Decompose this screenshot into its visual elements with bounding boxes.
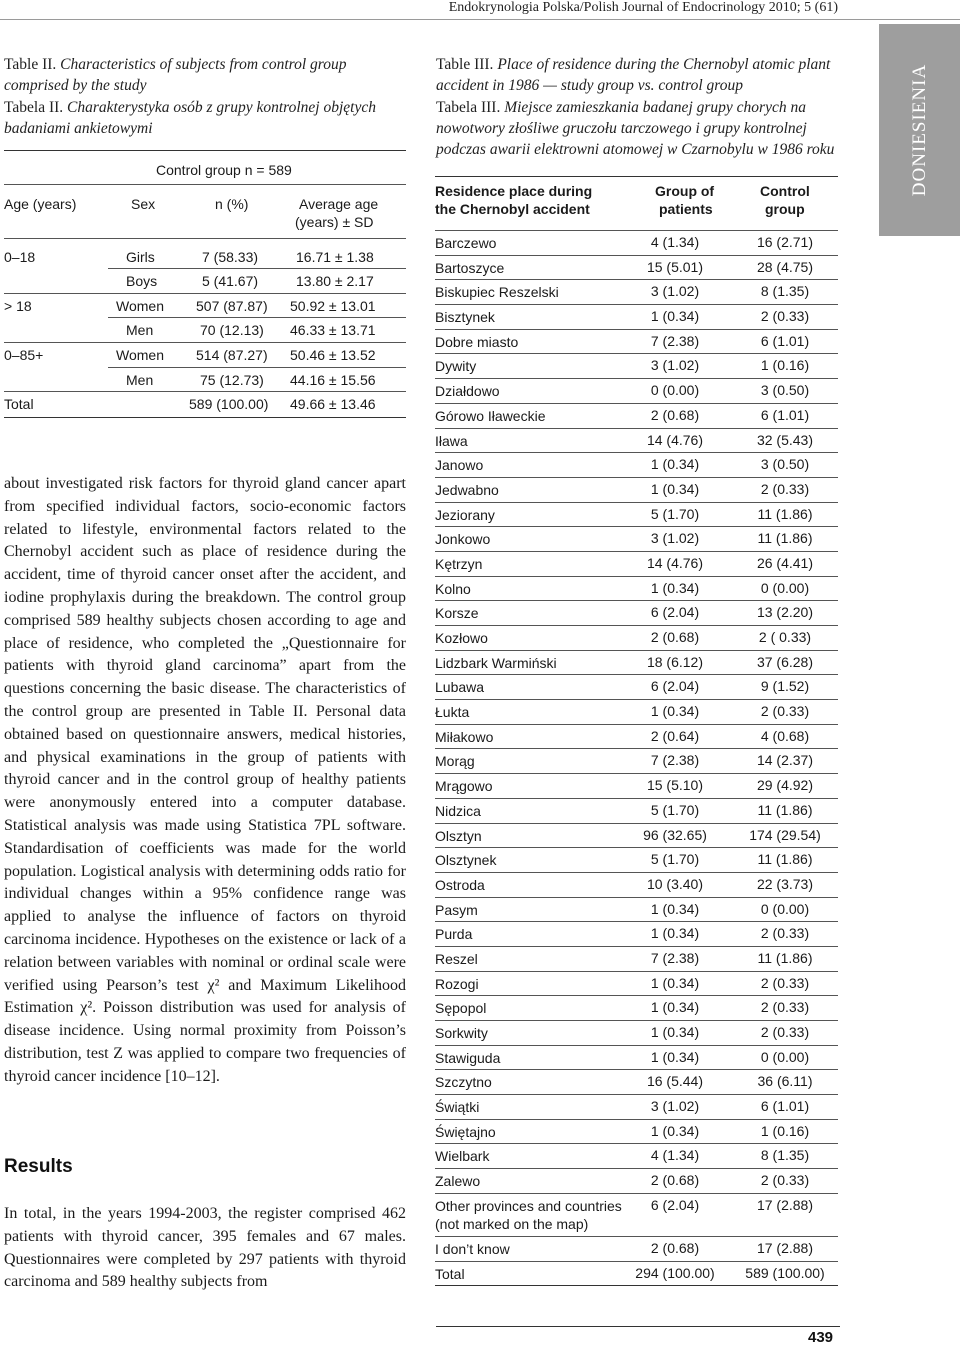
table-row (435, 823, 838, 848)
table3-cell-place: Lidzbark Warmiński (435, 654, 557, 671)
table3-cell-group: 0 (0.00) (650, 382, 700, 399)
table-row (435, 452, 838, 477)
table2-bottom-rule (4, 417, 406, 418)
table2-row-rule (108, 317, 406, 318)
table3-cell-group: 6 (2.04) (650, 604, 700, 621)
table-row (435, 872, 838, 897)
table3-cell-place: Kolno (435, 580, 471, 597)
table2-row-sex: Women (116, 298, 164, 314)
section-tab (879, 24, 960, 236)
table-row (435, 329, 838, 354)
table3-cell-place: Świętajno (435, 1123, 496, 1140)
table2-caption-en-label: Table II. (4, 56, 57, 73)
table3-cell-control: 14 (2.37) (756, 752, 814, 769)
table3-cell-control: 26 (4.41) (756, 554, 814, 571)
table3-cell-place: Stawiguda (435, 1049, 501, 1066)
table-row (435, 773, 838, 798)
table3-cell-group: 3 (1.02) (650, 1098, 700, 1115)
table3-cell-control: 8 (1.35) (760, 283, 810, 300)
table2-row-n: 507 (87.87) (196, 298, 268, 314)
table-row (435, 625, 838, 650)
table3-cell-place: Sorkwity (435, 1025, 488, 1041)
table3-cell-group: 1 (0.34) (650, 579, 700, 596)
table-row (435, 650, 838, 675)
table-row (435, 699, 838, 724)
table3-cell-control: 11 (1.86) (757, 949, 813, 966)
table3-caption-pl (436, 97, 846, 160)
table3-cell-place: Bartoszyce (435, 259, 505, 276)
table3-cell-group: 10 (3.40) (646, 875, 704, 892)
table2-row-avg: 49.66 ± 13.46 (290, 396, 376, 412)
table-row (435, 1119, 838, 1144)
table3-cell-control: 11 (1.86) (757, 530, 813, 547)
table3-cell-place: Biskupiec Reszelski (435, 284, 559, 301)
table3-cell-control: 36 (6.11) (757, 1073, 813, 1090)
table3-cell-group: 1 (0.34) (650, 900, 700, 917)
table3-caption-pl-text: Miejsce zamieszkania badanej grupy chorych na nowotwory złośliwe gruczołu tarczowego i grupy kontrolnej podczas awarii elektrowni atomowej w Czarnobylu w 1986 roku (436, 99, 835, 158)
table3-caption-en-label: Table III. (436, 56, 494, 73)
table3-cell-place: Korsze (435, 605, 479, 622)
table-row (435, 279, 838, 304)
results-heading: Results (4, 1156, 73, 1177)
table2-row-avg: 16.71 ± 1.38 (296, 249, 374, 265)
table-row (435, 526, 838, 551)
table3-cell-place: Szczytno (435, 1074, 492, 1091)
table3-cell-group: 1 (0.34) (650, 1122, 700, 1139)
table3-cell-place: Zalewo (435, 1173, 481, 1190)
table2-caption-en-text: Characteristics of subjects from control group comprised by the study (4, 56, 347, 94)
table3-cell-place: Purda (435, 926, 473, 943)
table3-cell-control: 2 ( 0.33) (758, 629, 812, 645)
table3-cell-group: 1 (0.34) (650, 308, 700, 325)
table-row (435, 230, 838, 255)
table3-cell-control: 4 (0.68) (760, 727, 810, 744)
table3-cell-control: 0 (0.00) (760, 900, 810, 917)
table3-bottom-rule (435, 1285, 838, 1286)
table2-caption-pl-label: Tabela II. (4, 99, 64, 116)
table3-cell-place: Jonkowo (435, 531, 491, 548)
table3-cell-control: 1 (0.16) (760, 1122, 810, 1139)
table3-cell-group: 1 (0.34) (650, 1024, 700, 1040)
table3-cell-place: Iława (435, 432, 468, 449)
table2-row-age: > 18 (4, 298, 32, 314)
table2-row-sex: Men (126, 372, 154, 388)
table3-header-group-line2: patients (659, 201, 713, 217)
table3-cell-control: 174 (29.54) (749, 826, 821, 843)
table2-row-n: 75 (12.73) (200, 372, 264, 388)
table3-cell-group: 14 (4.76) (646, 431, 704, 448)
table3-header-control-line2: group (765, 201, 805, 217)
table3-cell-control: 22 (3.73) (756, 875, 814, 892)
table3-cell-control: 13 (2.20) (756, 604, 814, 621)
table3-cell-place: Jedwabno (435, 481, 499, 498)
table-row (435, 897, 838, 922)
table3-cell-group: 2 (0.68) (650, 406, 700, 423)
table3-cell-group: 7 (2.38) (650, 332, 700, 349)
table-row (435, 971, 838, 996)
table2-row-sex: Men (126, 322, 154, 338)
table3-cell-group: 6 (2.04) (650, 678, 700, 695)
body-paragraph: about investigated risk factors for thyroid gland cancer apart from specified individual factors, socio-economic factors related to lifestyle, environmental factors related to the Chernobyl accident such as place of residence during the accident, time of thyroid cancer onset after the accident, and iodine prophylaxis during the breakdown. The control group comprised 589 healthy subjects chosen according to age and place of residence, who completed the „Questionnaire for patients with thyroid gland carcinoma” apart from the questions concerning the basic disease. The characteristics of the control group are presented in Table II. Personal data obtained based on questionnaire answers, medical histories, and physical examinations in the group of patients with thyroid cancer and in the control group of healthy patients were anonymously entered into a computer database. Statistical analysis was made using Statistica 7PL software. Standardisation of coefficients was made for the world population. Logistical analysis with determining odds ratio for individual changes within a 95% confidence range was applied to analyse the influence of factors on thyroid carcinoma incidence. Hypotheses on the existence or lack of a relation between variables with nominal or ordinal scale were verified using Pearson’s test χ² and Maximum Likelihood Estimation χ². Poisson distribution was used for analysis of disease incidence. Using normal proximity from Poisson’s distribution, test Z was applied to compare two frequencies of thyroid cancer incidence [10–12]. (4, 475, 406, 1085)
footer-rule (436, 1326, 840, 1327)
table3-cell-control: 17 (2.88) (756, 1239, 814, 1256)
table-row (435, 847, 838, 872)
table2-header-bottom-rule (4, 238, 406, 239)
table3-cell-control: 2 (0.33) (760, 703, 810, 720)
table2-row-rule (4, 293, 406, 294)
table3-cell-group: 4 (1.34) (650, 1147, 700, 1164)
table3-cell-group: 4 (1.34) (650, 234, 700, 250)
table-row (435, 921, 838, 946)
table2-header-avg-line2: (years) ± SD (295, 214, 374, 230)
table-row (435, 378, 838, 403)
table3-cell-control: 16 (2.71) (756, 234, 814, 250)
table3-cell-group: 14 (4.76) (646, 554, 704, 571)
table-row (435, 403, 838, 428)
table3-cell-control: 1 (0.16) (760, 357, 810, 374)
table3-caption-pl-label: Tabela III. (436, 99, 501, 116)
table-row (435, 1069, 838, 1094)
table-row (435, 1193, 838, 1236)
table2-row-n: 7 (58.33) (202, 249, 259, 265)
table3-cell-place: Dywity (435, 358, 477, 375)
table3-caption-en-text: Place of residence during the Chernobyl atomic plant accident in 1986 — study group vs. control group (436, 56, 831, 94)
table3-cell-group: 16 (5.44) (646, 1073, 704, 1090)
table2-row-rule (4, 342, 406, 343)
table3-cell-group: 2 (0.64) (650, 727, 700, 744)
table3-header-place-line2: the Chernobyl accident (435, 201, 590, 217)
table2-row-age: 0–18 (4, 249, 36, 265)
table3-cell-group: 15 (5.10) (646, 777, 704, 794)
table3-cell-place: Lubawa (435, 679, 485, 696)
table3-header-control-line1: Control (760, 183, 810, 199)
table3-cell-place: Wielbark (435, 1148, 490, 1165)
table3-cell-place: Barczewo (435, 235, 497, 251)
table3-cell-group: 6 (2.04) (650, 1196, 700, 1213)
page-number: 439 (808, 1329, 834, 1346)
table3-cell-place: Pasym (435, 901, 478, 918)
table2-row-avg: 44.16 ± 15.56 (290, 372, 376, 388)
table2-row-sex: Boys (126, 273, 158, 289)
table-row (435, 1020, 838, 1045)
table-row (435, 353, 838, 378)
table3-cell-control: 3 (0.50) (760, 456, 810, 473)
header-rule (0, 19, 960, 20)
table3-cell-group: 1 (0.34) (650, 999, 700, 1016)
table3-cell-place: Miłakowo (435, 728, 494, 745)
table3-cell-group: 96 (32.65) (643, 826, 707, 843)
table2-header-n: n (%) (215, 196, 249, 212)
table3-cell-place: Nidzica (435, 802, 481, 819)
table3-cell-place: Ostroda (435, 876, 485, 893)
table3-cell-control: 11 (1.86) (757, 801, 813, 818)
table3-cell-place: I don’t know (435, 1240, 510, 1257)
table-row (435, 995, 838, 1020)
table3-cell-control: 28 (4.75) (756, 258, 814, 275)
table2-caption-en (4, 54, 409, 96)
table2-row-sex: Girls (126, 249, 155, 265)
table3-cell-group: 2 (0.68) (650, 1239, 700, 1256)
table3-cell-control: 6 (1.01) (760, 1098, 810, 1115)
table-row (435, 674, 838, 699)
table3-cell-control: 6 (1.01) (760, 332, 810, 349)
table3-cell-place: Jeziorany (435, 506, 495, 523)
table3-cell-place: Dobre miasto (435, 333, 519, 350)
table3-cell-group: 1 (0.34) (650, 925, 700, 942)
table3-cell-control: 2 (0.33) (760, 1172, 810, 1189)
table-row (435, 477, 838, 502)
table2-row-n: 589 (100.00) (189, 396, 269, 412)
table3-cell-place: Total (435, 1265, 465, 1282)
table3-cell-control: 2 (0.33) (760, 974, 810, 991)
table-row (435, 304, 838, 329)
table2-header-age: Age (years) (4, 196, 77, 212)
table2-row-avg: 13.80 ± 2.17 (296, 273, 374, 289)
table3-cell-control: 3 (0.50) (760, 382, 810, 399)
table3-cell-control: 0 (0.00) (760, 1048, 810, 1065)
table3-cell-control: 2 (0.33) (760, 1024, 810, 1040)
table2-row-age: 0–85+ (4, 347, 44, 363)
table3-cell-place: Sępopol (435, 1000, 487, 1017)
table3-cell-group: 3 (1.02) (650, 530, 700, 547)
table3-cell-place: Janowo (435, 457, 484, 474)
table3-cell-place: Łukta (435, 704, 470, 721)
table-row (435, 798, 838, 823)
table2-group-header: Control group n = 589 (156, 162, 292, 178)
table3-cell-control: 9 (1.52) (760, 678, 810, 695)
table3-cell-control: 2 (0.33) (760, 308, 810, 325)
table3-cell-control: 8 (1.35) (760, 1147, 810, 1164)
table3-cell-place: Reszel (435, 950, 478, 967)
table3-cell-control: 11 (1.86) (757, 851, 813, 868)
table-row (435, 1143, 838, 1168)
results-paragraph: In total, in the years 1994-2003, the register comprised 462 patients with thyroid cancer, 395 females and 67 males. Questionnaires were completed by 297 patients with thyroid carcinoma and 589 healthy subjects from (4, 1205, 406, 1291)
table3-caption-en (436, 54, 846, 96)
table3-cell-group: 3 (1.02) (650, 283, 700, 300)
table-row (435, 946, 838, 971)
table-row (435, 502, 838, 527)
table3-cell-group: 5 (1.70) (650, 801, 700, 818)
table-row (435, 1168, 838, 1193)
table3-cell-control: 29 (4.92) (756, 777, 814, 794)
table2-row-sex: Women (116, 347, 164, 363)
table3-body (435, 230, 838, 1285)
table3-cell-control: 589 (100.00) (745, 1264, 825, 1281)
table2-row-avg: 46.33 ± 13.71 (290, 322, 376, 338)
table3-cell-control: 6 (1.01) (760, 406, 810, 423)
table3-cell-group: 5 (1.70) (650, 851, 700, 868)
table2-row-rule (4, 391, 406, 392)
table3-cell-group: 1 (0.34) (650, 480, 700, 497)
table2-top-rule (4, 150, 406, 151)
table3-cell-place: Górowo Iławeckie (435, 407, 546, 424)
table-row (435, 1261, 838, 1286)
table3-cell-place: Rozogi (435, 975, 479, 992)
table3-cell-group: 7 (2.38) (650, 949, 700, 966)
table3-cell-control: 2 (0.33) (760, 480, 810, 497)
table3-cell-control: 2 (0.33) (760, 999, 810, 1016)
table3-cell-place: Mrągowo (435, 778, 493, 795)
table3-cell-place: Morąg (435, 753, 475, 770)
table2-row-avg: 50.46 ± 13.52 (290, 347, 376, 363)
table3-cell-group: 2 (0.68) (650, 1172, 700, 1189)
table3-cell-place: Kozłowo (435, 630, 488, 646)
table3-cell-place: Kętrzyn (435, 555, 483, 572)
table-row (435, 1094, 838, 1119)
section-tab-label: DONIESIENIA (908, 63, 930, 197)
table3-cell-control: 2 (0.33) (760, 925, 810, 942)
table2-header-rule (4, 184, 406, 185)
table3-cell-group: 3 (1.02) (650, 357, 700, 374)
table3-cell-place: Bisztynek (435, 309, 495, 326)
table2-row-n: 5 (41.67) (202, 273, 259, 289)
table3-cell-control: 37 (6.28) (756, 653, 814, 670)
table-row (435, 428, 838, 453)
table-row (435, 600, 838, 625)
table3-cell-place: Działdowo (435, 383, 500, 400)
table3-header-place-line1: Residence place during (435, 183, 593, 199)
table3-cell-place: Świątki (435, 1099, 480, 1116)
table3-cell-control: 0 (0.00) (760, 579, 810, 596)
table3-cell-group: 1 (0.34) (650, 456, 700, 473)
table2-row-n: 70 (12.13) (200, 322, 264, 338)
table-row (435, 576, 838, 601)
table3-cell-group: 1 (0.34) (650, 703, 700, 720)
table2-header-sex: Sex (131, 196, 156, 212)
table3-cell-control: 32 (5.43) (756, 431, 814, 448)
table2-row-n: 514 (87.27) (196, 347, 268, 363)
table3-cell-control: 17 (2.88) (756, 1196, 814, 1213)
table3-top-rule (435, 176, 838, 177)
table3-cell-place: Olsztyn (435, 827, 482, 844)
table3-cell-group: 1 (0.34) (650, 1048, 700, 1065)
table3-cell-group: 7 (2.38) (650, 752, 700, 769)
table3-cell-control: 11 (1.86) (757, 505, 813, 522)
table3-cell-group: 18 (6.12) (646, 653, 704, 670)
table-row (435, 255, 838, 280)
table3-header-group-line1: Group of (655, 183, 715, 199)
table-row (435, 724, 838, 749)
table-row (435, 1236, 838, 1261)
table2-row-avg: 50.92 ± 13.01 (290, 298, 376, 314)
table3-cell-group: 2 (0.68) (650, 629, 700, 645)
table-row (435, 1045, 838, 1070)
table2-caption-pl (4, 97, 409, 139)
table3-cell-group: 15 (5.01) (646, 258, 704, 275)
table2-row-rule (108, 367, 406, 368)
table3-cell-place: Olsztynek (435, 852, 497, 869)
table3-header (435, 180, 838, 224)
table3-cell-group: 1 (0.34) (650, 974, 700, 991)
table3-cell-group: 5 (1.70) (650, 505, 700, 522)
table2-row-rule (108, 268, 406, 269)
table2-row-age: Total (4, 396, 34, 412)
table2-header-avg-line1: Average age (299, 196, 379, 212)
journal-header: Endokrynologia Polska/Polish Journal of Endocrinology 2010; 5 (61) (448, 0, 838, 15)
table3-cell-place: Other provinces and countries (not marked on the map) (435, 1197, 622, 1232)
table2-caption-pl-text: Charakterystyka osób z grupy kontrolnej objętych badaniami ankietowymi (4, 99, 376, 137)
table-row (435, 551, 838, 576)
table3-cell-group: 294 (100.00) (635, 1264, 715, 1281)
table-row (435, 748, 838, 773)
